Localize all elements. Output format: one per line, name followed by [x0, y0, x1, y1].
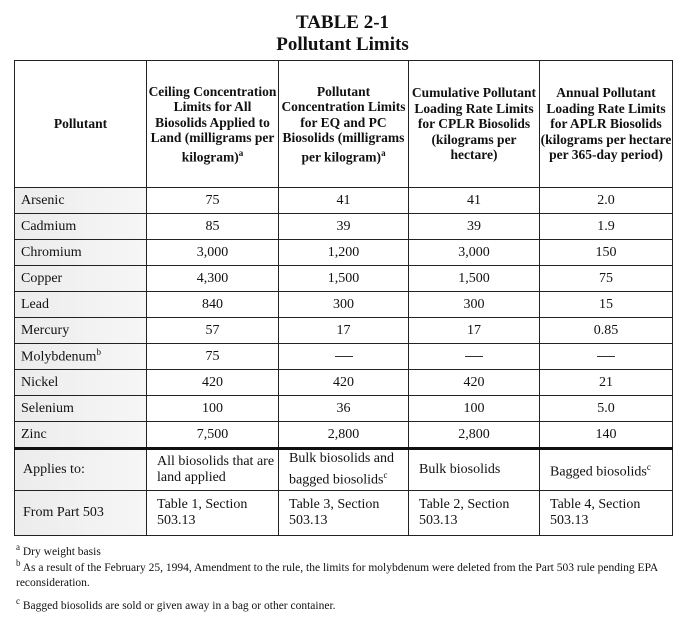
value-cell-col1: 3,000 — [147, 240, 279, 266]
table-row — [15, 422, 673, 449]
value-cell-col1: 75 — [147, 344, 279, 370]
value-cell-col4: 21 — [540, 370, 673, 396]
from-part-col2: Table 3, Section 503.13 — [279, 491, 409, 536]
value-cell-col2: 1,500 — [279, 266, 409, 292]
value-cell-col3: 17 — [409, 318, 540, 344]
value-cell-col3: 1,500 — [409, 266, 540, 292]
header-annual-loading: Annual Pollutant Loading Rate Limits for APLR Biosolids (kilograms per hectare per 365-day period) — [540, 61, 673, 188]
value-cell-col1: 85 — [147, 214, 279, 240]
applies-col3: Bulk biosolids — [409, 449, 540, 491]
from-part-label: From Part 503 — [15, 491, 147, 536]
value-cell-col2: 36 — [279, 396, 409, 422]
value-cell-col1: 7,500 — [147, 422, 279, 449]
table-row — [15, 188, 673, 214]
pollutant-name: Lead — [15, 292, 147, 318]
table-title: TABLE 2-1 — [295, 12, 390, 33]
table-row — [15, 318, 673, 344]
data-rows — [15, 188, 673, 449]
pollutant-name: Mercury — [15, 318, 147, 344]
applies-col4: Bagged biosolids$^c$ — [540, 449, 673, 491]
from-part-col1: Table 1, Section 503.13 — [147, 491, 279, 536]
from-part-col4: Table 4, Section 503.13 — [540, 491, 673, 536]
value-cell-col1: 420 — [147, 370, 279, 396]
value-cell-col4: 75 — [540, 266, 673, 292]
pollutant-name: Chromium — [15, 240, 147, 266]
value-cell-col4 — [540, 344, 673, 370]
footnote-b: $^b$ As a result of the February 25, 1994, Amendment to the rule, the limits for molybdenum were deleted from the Part 503 rule pending EPA reconsideration. — [16, 558, 658, 589]
value-cell-col2: 17 — [279, 318, 409, 344]
table-subtitle: Pollutant Limits — [276, 34, 409, 55]
pollutant-name: Molybdenum$^b$ — [15, 344, 147, 370]
table-row — [15, 396, 673, 422]
value-cell-col2: 420 — [279, 370, 409, 396]
value-cell-col2: 39 — [279, 214, 409, 240]
value-cell-col4: 15 — [540, 292, 673, 318]
applies-col1: All biosolids that are land applied — [147, 449, 279, 491]
applies-row — [15, 449, 673, 491]
header-pollutant-concentration: Pollutant Concentration Limits for EQ and PC Biosolids (milligrams per kilogram)$^a$ — [279, 61, 409, 188]
value-cell-col2: 41 — [279, 188, 409, 214]
header-cumulative-loading: Cumulative Pollutant Loading Rate Limits for CPLR Biosolids (kilograms per hectare) — [409, 61, 540, 188]
pollutant-name: Nickel — [15, 370, 147, 396]
value-cell-col2: 1,200 — [279, 240, 409, 266]
value-cell-col4: 150 — [540, 240, 673, 266]
table-row — [15, 292, 673, 318]
value-cell-col4: 1.9 — [540, 214, 673, 240]
value-cell-col3: 3,000 — [409, 240, 540, 266]
value-cell-col2: 300 — [279, 292, 409, 318]
header-ceiling-concentration: Ceiling Concentration Limits for All Biosolids Applied to Land (milligrams per kilogram)$^a$ — [147, 61, 279, 188]
value-cell-col3: 100 — [409, 396, 540, 422]
footnote-c: $^c$ Bagged biosolids are sold or given away in a bag or other container. — [16, 596, 336, 612]
pollutant-name: Selenium — [15, 396, 147, 422]
header-pollutant: Pollutant — [15, 61, 147, 188]
pollutant-name: Arsenic — [15, 188, 147, 214]
value-cell-col1: 57 — [147, 318, 279, 344]
applies-col2: Bulk biosolids and bagged biosolids$^c$ — [279, 449, 409, 491]
dash-mark — [335, 356, 353, 357]
value-cell-col4: 0.85 — [540, 318, 673, 344]
value-cell-col3: 300 — [409, 292, 540, 318]
value-cell-col1: 4,300 — [147, 266, 279, 292]
from-part-row — [15, 491, 673, 536]
table-row — [15, 370, 673, 396]
dash-mark — [465, 356, 483, 357]
footnote-a: $^a$ Dry weight basis — [16, 542, 101, 558]
table-row — [15, 266, 673, 292]
pollutant-name: Copper — [15, 266, 147, 292]
value-cell-col3: 2,800 — [409, 422, 540, 449]
value-cell-col1: 100 — [147, 396, 279, 422]
value-cell-col2: 2,800 — [279, 422, 409, 449]
pollutant-limits-table — [14, 60, 673, 536]
header-row — [15, 61, 673, 188]
table-row — [15, 214, 673, 240]
value-cell-col3: 420 — [409, 370, 540, 396]
value-cell-col1: 840 — [147, 292, 279, 318]
table-row — [15, 344, 673, 370]
value-cell-col2 — [279, 344, 409, 370]
value-cell-col4: 140 — [540, 422, 673, 449]
value-cell-col4: 5.0 — [540, 396, 673, 422]
value-cell-col3: 41 — [409, 188, 540, 214]
applies-label: Applies to: — [15, 449, 147, 491]
value-cell-col3 — [409, 344, 540, 370]
pollutant-name: Zinc — [15, 422, 147, 449]
from-part-col3: Table 2, Section 503.13 — [409, 491, 540, 536]
value-cell-col1: 75 — [147, 188, 279, 214]
table-row — [15, 240, 673, 266]
pollutant-name: Cadmium — [15, 214, 147, 240]
value-cell-col4: 2.0 — [540, 188, 673, 214]
dash-mark — [597, 356, 615, 357]
value-cell-col3: 39 — [409, 214, 540, 240]
